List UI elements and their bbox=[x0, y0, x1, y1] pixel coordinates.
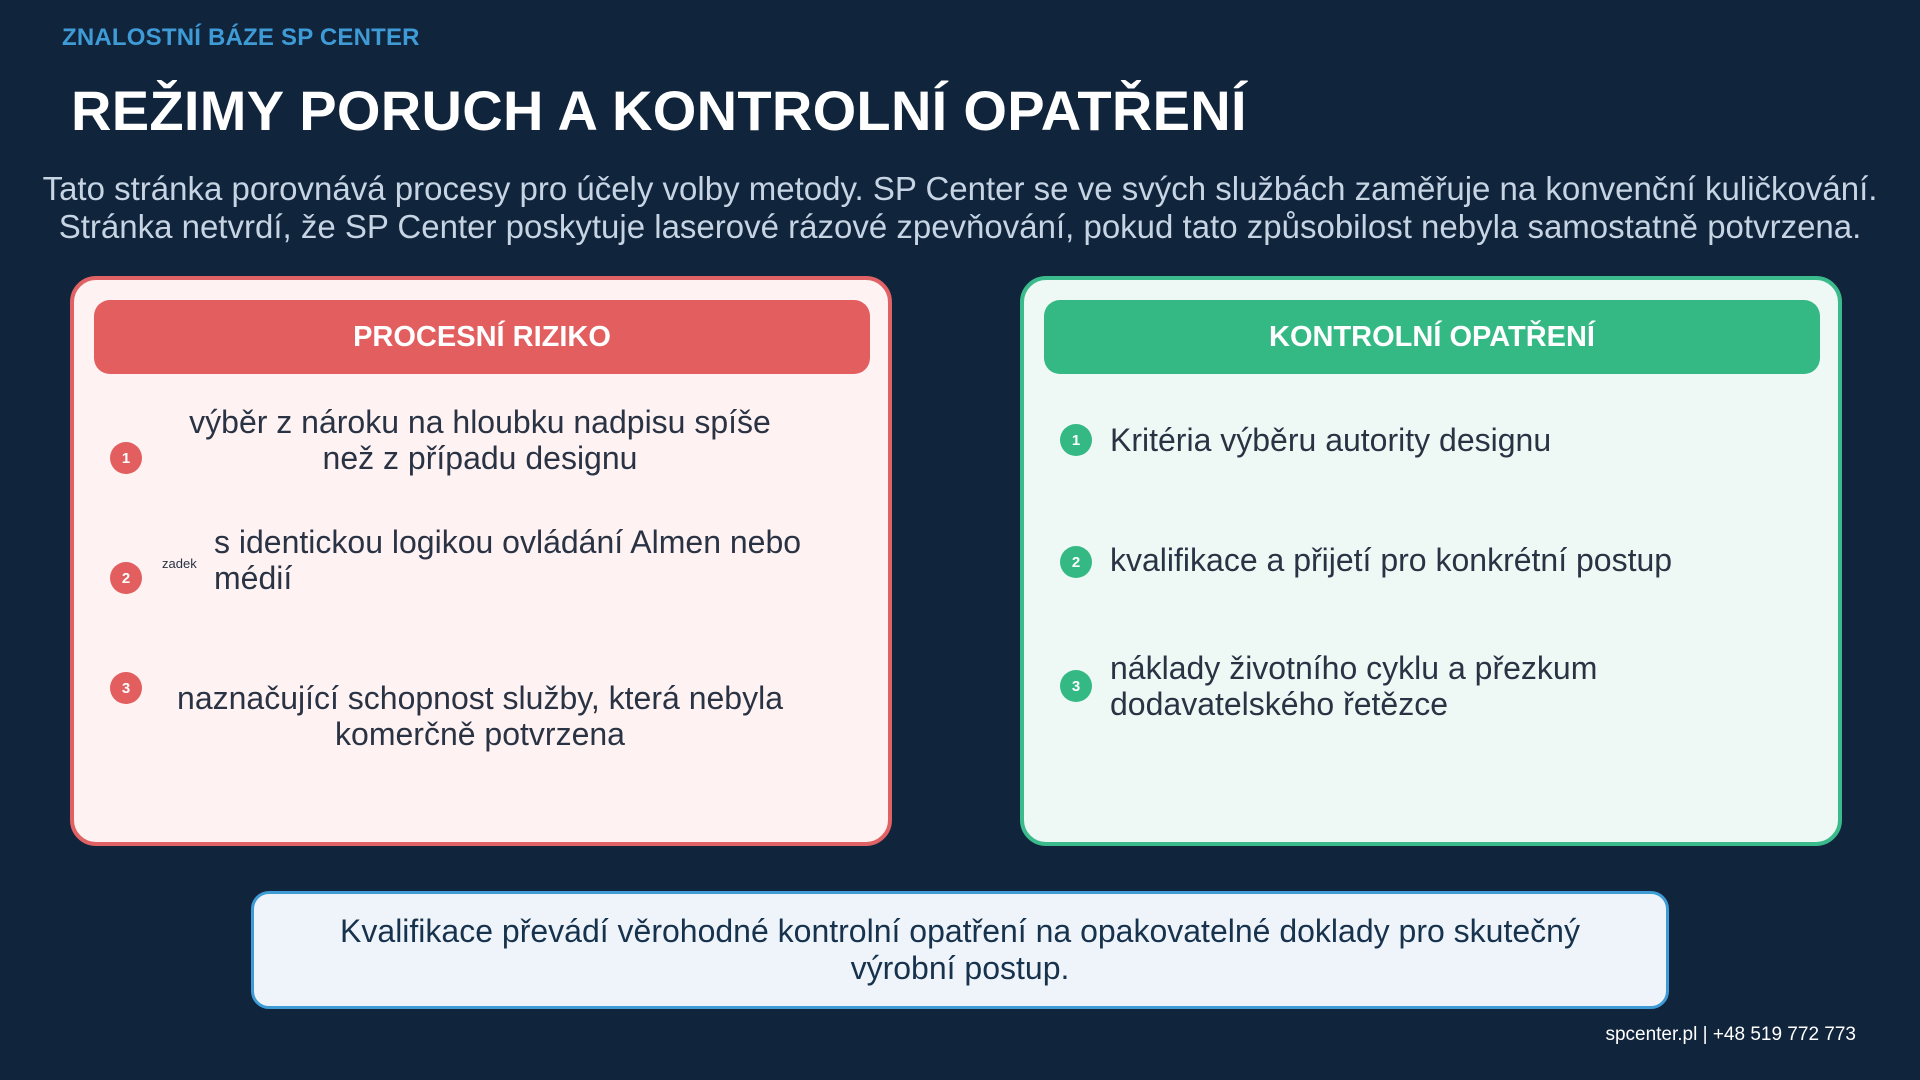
badge-number-3: 3 bbox=[1060, 670, 1092, 702]
page-subtitle bbox=[0, 170, 1920, 246]
control-item-text: kvalifikace a přijetí pro konkrétní postup bbox=[1110, 542, 1673, 578]
risk-item-tag: zadek bbox=[162, 556, 197, 571]
control-panel-header: KONTROLNÍ OPATŘENÍ bbox=[1044, 300, 1820, 374]
subtitle-line-2: Stránka netvrdí, že SP Center poskytuje laserové rázové zpevňování, pokud tato způsobilost nebyla samostatně potvrzena. bbox=[58, 208, 1862, 245]
risk-item-text: naznačující schopnost služby, která nebyla komerčně potvrzena bbox=[177, 680, 783, 752]
badge-number-2: 2 bbox=[1060, 546, 1092, 578]
page-title: REŽIMY PORUCH A KONTROLNÍ OPATŘENÍ bbox=[71, 79, 1247, 142]
badge-number-2: 2 bbox=[110, 562, 142, 594]
control-item-text: náklady životního cyklu a přezkum dodavatelského řetězce bbox=[1110, 650, 1598, 722]
risk-item-text: výběr z nároku na hloubku nadpisu spíše než z případu designu bbox=[189, 404, 771, 476]
control-item-text: Kritéria výběru autority designu bbox=[1110, 422, 1552, 458]
risk-panel bbox=[70, 276, 892, 846]
risk-panel-header: PROCESNÍ RIZIKO bbox=[94, 300, 870, 374]
subtitle-line-1: Tato stránka porovnává procesy pro účely volby metody. SP Center se ve svých službách zaměřuje na konvenční kuličkování. bbox=[42, 170, 1878, 207]
badge-number-3: 3 bbox=[110, 672, 142, 704]
risk-item-text: s identickou logikou ovládání Almen nebo médií bbox=[214, 524, 802, 596]
kicker-label: ZNALOSTNÍ BÁZE SP CENTER bbox=[62, 24, 420, 51]
badge-number-1: 1 bbox=[1060, 424, 1092, 456]
footer-note: Kvalifikace převádí věrohodné kontrolní opatření na opakovatelné doklady pro skutečný výrobní postup. bbox=[251, 891, 1669, 1009]
control-panel bbox=[1020, 276, 1842, 846]
contact-info: spcenter.pl | +48 519 772 773 bbox=[1605, 1024, 1856, 1045]
badge-number-1: 1 bbox=[110, 442, 142, 474]
